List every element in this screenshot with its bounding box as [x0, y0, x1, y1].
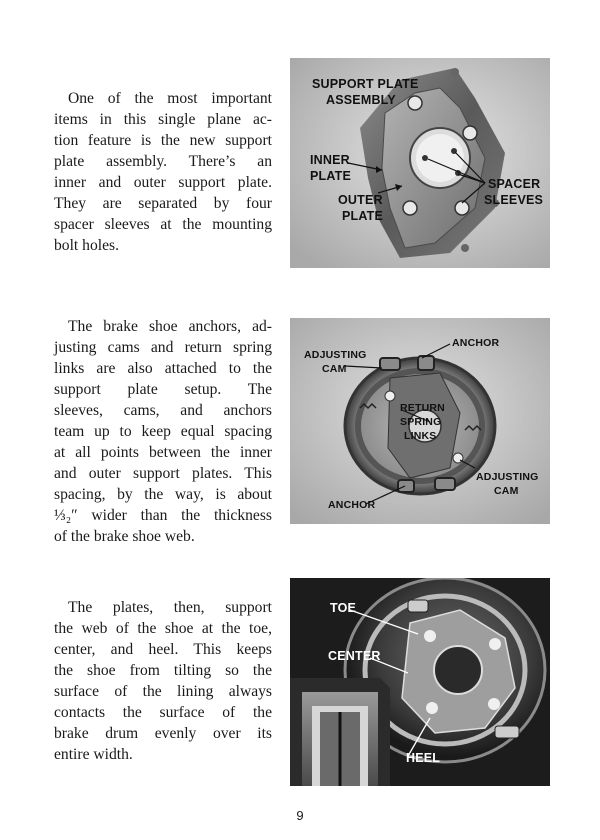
- label-return-spring-links: RETURN: [400, 402, 445, 414]
- text-line: of the brake shoe web.: [54, 528, 195, 545]
- label-return-spring-links: SPRING: [400, 416, 442, 428]
- text-line: support plate setup. The: [54, 381, 272, 398]
- photo-support-plate-assembly: [290, 58, 550, 268]
- text-line: items in this single plane ac-: [54, 111, 272, 128]
- text-line: spacing, by the way, is about: [54, 486, 272, 503]
- label-adjusting-cam: ADJUSTING: [476, 471, 539, 483]
- text-line: at all points between the inner: [54, 444, 272, 461]
- text-line: spacer sleeves at the mounting: [54, 216, 272, 233]
- text-line: the web of the shoe at the toe,: [54, 620, 272, 637]
- text-line: tion feature is the new support: [54, 132, 272, 149]
- label-anchor: ANCHOR: [328, 499, 376, 511]
- label-spacer-sleeves: SLEEVES: [484, 193, 544, 207]
- label-adjusting-cam: ADJUSTING: [304, 349, 367, 361]
- text-line: justing cams and return spring: [54, 339, 272, 356]
- label-adjusting-cam: CAM: [494, 485, 519, 497]
- text-line: brake drum evenly over its: [54, 725, 272, 742]
- label-return-spring-links: LINKS: [404, 430, 437, 442]
- label-inner-plate: INNER: [310, 153, 350, 167]
- text-line: entire width.: [54, 746, 133, 763]
- label-inner-plate: PLATE: [310, 169, 352, 183]
- text-line: bolt holes.: [54, 237, 119, 254]
- label-center: CENTER: [328, 649, 381, 663]
- label-toe: TOE: [330, 601, 357, 615]
- paragraph-brake-shoe-anchors: [54, 316, 272, 547]
- label-outer-plate: PLATE: [342, 209, 384, 223]
- text-line: plate assembly. There’s an: [54, 153, 272, 170]
- photo-toe-center-heel: [290, 578, 550, 786]
- text-line: links are also attached to the: [54, 360, 272, 377]
- text-line: ⅓₂″ wider than the thickness: [54, 507, 272, 524]
- text-line: The plates, then, support: [68, 599, 272, 616]
- photo-brake-shoe-anchors: [290, 318, 550, 524]
- page-number: 9: [296, 808, 304, 823]
- label-support-plate-assembly: ASSEMBLY: [326, 93, 396, 107]
- text-line: sleeves, cams, and anchors: [54, 402, 272, 419]
- text-line: One of the most important: [68, 90, 272, 107]
- text-line: center, and heel. This keeps: [54, 641, 272, 658]
- text-line: the shoe from tilting so the: [54, 662, 272, 679]
- text-line: inner and outer support plate.: [54, 174, 272, 191]
- text-line: team up to keep equal spacing: [54, 423, 272, 440]
- text-line: The brake shoe anchors, ad-: [68, 318, 272, 335]
- label-anchor: ANCHOR: [452, 337, 500, 349]
- label-outer-plate: OUTER: [338, 193, 383, 207]
- text-line: surface of the lining always: [54, 683, 272, 700]
- text-line: They are separated by four: [54, 195, 272, 212]
- text-line: and outer support plates. This: [54, 465, 272, 482]
- label-adjusting-cam: CAM: [322, 363, 347, 375]
- label-spacer-sleeves: SPACER: [488, 177, 541, 191]
- label-support-plate-assembly: SUPPORT PLATE: [312, 77, 419, 91]
- label-heel: HEEL: [406, 751, 441, 765]
- text-line: contacts the surface of the: [54, 704, 272, 721]
- paragraph-toe-center-heel: [54, 597, 272, 765]
- paragraph-support-plate: [54, 88, 272, 256]
